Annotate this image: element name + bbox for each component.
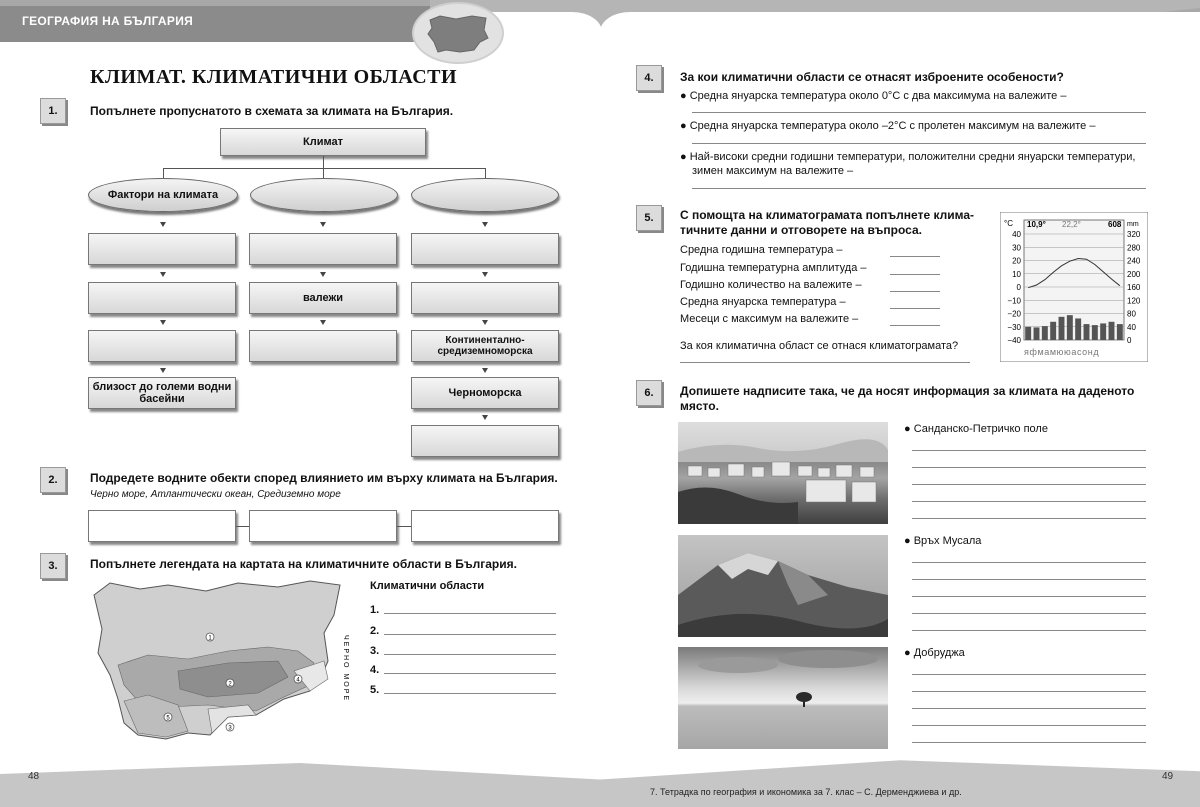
task-number: 1. [40, 98, 66, 124]
answer-line[interactable] [912, 467, 1146, 468]
mm-tick-label: 0 [1127, 336, 1132, 345]
footer-credit: 7. Тетрадка по география и икономика за 7. клас – С. Дерменджиева и др. [650, 787, 962, 797]
climate-row-label: Годишно количество на валежите – [680, 279, 862, 291]
precip-bar [1025, 327, 1031, 340]
answer-line[interactable] [890, 256, 940, 257]
scheme-box-blank[interactable] [88, 282, 236, 314]
climate-row-label: Средна годишна температура – [680, 244, 843, 256]
precip-bar [1109, 322, 1115, 340]
scheme-box-blank[interactable] [249, 233, 397, 265]
scheme-box-blank[interactable] [411, 425, 559, 457]
legend-item: 4. [370, 664, 380, 676]
answer-line[interactable] [912, 613, 1146, 614]
scheme-oval-blank[interactable] [411, 178, 559, 212]
place-name: Санданско-Петричко поле [913, 423, 1048, 435]
temp-tick-label: −10 [1007, 296, 1021, 306]
mm-tick-label: 200 [1127, 269, 1141, 279]
scheme-oval-factors: Фактори на климата [88, 178, 238, 212]
bullet-item: ● Средна януарска температура около 0°С с два максимума на валежите – [680, 90, 1067, 102]
temp-unit: °C [1004, 219, 1013, 228]
climatogram-chart [1000, 212, 1148, 362]
temp-tick-label: 30 [1012, 243, 1021, 253]
map-number: 2 [228, 681, 232, 688]
climate-regions-map [88, 575, 358, 747]
answer-line[interactable] [912, 484, 1146, 485]
climate-row-label: Годишна температурна амплитуда – [680, 262, 867, 274]
bullet-text: Най-високи средни годишни температури, положителни средни януарски температури, [689, 151, 1136, 163]
answer-line[interactable] [890, 308, 940, 309]
task-number: 2. [40, 467, 66, 493]
amplitude: 22,2° [1062, 220, 1081, 229]
scheme-root-box: Климат [220, 128, 426, 156]
answer-line[interactable] [890, 291, 940, 292]
answer-line[interactable] [692, 112, 1146, 113]
scheme-box-black-sea: Черноморска [411, 377, 559, 409]
precip-total: 608 [1108, 220, 1122, 229]
task-5-text: тичните данни и отговорете на въпроса. [680, 223, 922, 237]
mm-tick-label: 160 [1127, 283, 1141, 292]
legend-item: 2. [370, 625, 380, 637]
mm-tick-label: 240 [1127, 256, 1141, 266]
scheme-box-blank[interactable] [88, 330, 236, 362]
order-box-2[interactable] [249, 510, 397, 542]
place-name: Връх Мусала [913, 535, 982, 547]
mm-tick-label: 320 [1127, 230, 1141, 239]
answer-line[interactable] [912, 742, 1146, 743]
page-number-right: 49 [1162, 771, 1174, 782]
precip-bar [1059, 317, 1065, 340]
photo-sandanski-petrich [678, 422, 888, 524]
arrow-down-icon [160, 320, 166, 325]
connector [485, 168, 486, 178]
mm-tick-label: 120 [1127, 296, 1141, 306]
scheme-box-blank[interactable] [411, 233, 559, 265]
sea-label: ЧЕРНО МОРЕ [342, 635, 349, 703]
precip-bar [1084, 324, 1090, 340]
map-number: 5 [166, 715, 170, 722]
answer-line[interactable] [692, 143, 1146, 144]
temp-tick-label: −20 [1007, 309, 1021, 319]
task-5-text: С помощта на климатограмата попълнете клима- [680, 208, 974, 222]
arrow-down-icon [160, 368, 166, 373]
temp-tick-label: 0 [1016, 283, 1021, 292]
task-number: 3. [40, 553, 66, 579]
connector [323, 156, 324, 168]
arrow-down-icon [482, 415, 488, 420]
place-label: ● Връх Мусала [904, 535, 982, 547]
mean-temp: 10,9° [1027, 220, 1046, 229]
mm-tick-label: 80 [1127, 309, 1136, 319]
task-6-text: място. [680, 399, 719, 413]
scheme-box-blank[interactable] [88, 233, 236, 265]
precip-bar [1067, 315, 1073, 340]
scheme-box-water-bodies: близост до големи водни басейни [88, 377, 236, 409]
answer-line[interactable] [384, 634, 556, 635]
place-label: ● Санданско-Петричко поле [904, 423, 1048, 435]
task-1-text: Попълнете пропуснатото в схемата за климата на България. [90, 104, 454, 118]
arrow-down-icon [160, 222, 166, 227]
temp-tick-label: −30 [1007, 322, 1021, 332]
task-number: 6. [636, 380, 662, 406]
scheme-oval-blank[interactable] [250, 178, 398, 212]
answer-line[interactable] [384, 654, 556, 655]
bullet-item: ● Най-високи средни годишни температури, положителни средни януарски температури, [680, 151, 1136, 163]
answer-line[interactable] [912, 501, 1146, 502]
connector [163, 168, 164, 178]
precip-bar [1117, 324, 1123, 340]
task-3-text: Попълнете легендата на картата на климатичните области в България. [90, 557, 517, 571]
legend-item: 1. [370, 604, 380, 616]
page-number-left: 48 [28, 771, 40, 782]
connector [323, 168, 324, 178]
order-box-3[interactable] [411, 510, 559, 542]
legend-item: 5. [370, 684, 380, 696]
answer-line[interactable] [912, 725, 1146, 726]
arrow-down-icon [482, 320, 488, 325]
month-labels: яфмамююасонд [1024, 347, 1100, 357]
climate-row-label: Месеци с максимум на валежите – [680, 313, 859, 325]
map-number: 3 [228, 725, 232, 732]
section-title: ГЕОГРАФИЯ НА БЪЛГАРИЯ [22, 14, 194, 28]
task-number: 5. [636, 205, 662, 231]
photo-dobrudzha [678, 647, 888, 749]
mm-tick-label: 40 [1127, 322, 1136, 332]
arrow-down-icon [482, 222, 488, 227]
arrow-down-icon [320, 320, 326, 325]
answer-line[interactable] [912, 562, 1146, 563]
answer-line[interactable] [912, 708, 1146, 709]
answer-line[interactable] [384, 613, 556, 614]
page-title: КЛИМАТ. КЛИМАТИЧНИ ОБЛАСТИ [90, 66, 458, 88]
answer-line[interactable] [890, 325, 940, 326]
answer-line[interactable] [912, 630, 1146, 631]
photo-musala-peak [678, 535, 888, 637]
answer-line[interactable] [912, 450, 1146, 451]
answer-line[interactable] [692, 188, 1146, 189]
bullet-item: ● Средна януарска температура около –2°С с пролетен максимум на валежите – [680, 120, 1096, 132]
map-number: 4 [296, 677, 300, 684]
temp-tick-label: 20 [1012, 256, 1021, 266]
bulgaria-map-badge [412, 2, 504, 64]
legend-title: Климатични области [370, 580, 485, 592]
place-name: Добруджа [913, 647, 965, 659]
scheme-box-blank[interactable] [411, 282, 559, 314]
answer-line[interactable] [890, 274, 940, 275]
connector [163, 168, 485, 169]
temp-tick-label: −40 [1007, 336, 1021, 345]
bullet-text: зимен максимум на валежите – [692, 165, 854, 177]
temp-tick-label: 10 [1012, 269, 1021, 279]
scheme-box-precipitation: валежи [249, 282, 397, 314]
temp-tick-label: 40 [1012, 230, 1021, 239]
answer-line[interactable] [912, 596, 1146, 597]
arrow-down-icon [482, 368, 488, 373]
arrow-down-icon [320, 272, 326, 277]
task-2-text: Подредете водните обекти според влиянието им върху климата на България. [90, 471, 558, 485]
task-2-items: Черно море, Атлантически океан, Средиземно море [90, 489, 341, 500]
legend-item: 3. [370, 645, 380, 657]
answer-line[interactable] [384, 693, 556, 694]
answer-line[interactable] [912, 518, 1146, 519]
answer-line[interactable] [384, 673, 556, 674]
precip-bar [1092, 325, 1098, 340]
arrow-down-icon [320, 222, 326, 227]
task-number: 4. [636, 65, 662, 91]
bullet-text: Средна януарска температура около 0°С с два максимума на валежите – [689, 90, 1067, 102]
answer-line[interactable] [912, 691, 1146, 692]
precip-bar [1050, 322, 1056, 340]
precip-bar [1042, 326, 1048, 340]
scheme-box-cont-med: Континентално-средиземноморска [411, 330, 559, 362]
map-number: 1 [208, 635, 212, 642]
answer-line[interactable] [912, 674, 1146, 675]
mm-unit: mm [1127, 221, 1139, 228]
place-label: ● Добруджа [904, 647, 965, 659]
arrow-down-icon [482, 272, 488, 277]
precip-bar [1100, 323, 1106, 340]
arrow-down-icon [160, 272, 166, 277]
task-6-text: Допишете надписите така, че да носят информация за климата на даденото [680, 384, 1135, 398]
bulgaria-outline-icon [426, 12, 492, 56]
climate-row-label: Средна януарска температура – [680, 296, 846, 308]
connector [236, 526, 249, 527]
mm-tick-label: 280 [1127, 243, 1141, 253]
bullet-text: Средна януарска температура около –2°С с пролетен максимум на валежите – [689, 120, 1096, 132]
climate-question: За коя климатична област се отнася климатограмата? [680, 340, 959, 352]
scheme-box-blank[interactable] [249, 330, 397, 362]
precip-bar [1075, 318, 1081, 340]
answer-line[interactable] [912, 579, 1146, 580]
answer-line[interactable] [680, 362, 970, 363]
connector [397, 526, 411, 527]
order-box-1[interactable] [88, 510, 236, 542]
precip-bar [1034, 327, 1040, 340]
task-4-text: За кои климатични области се отнасят изброените особености? [680, 70, 1064, 84]
